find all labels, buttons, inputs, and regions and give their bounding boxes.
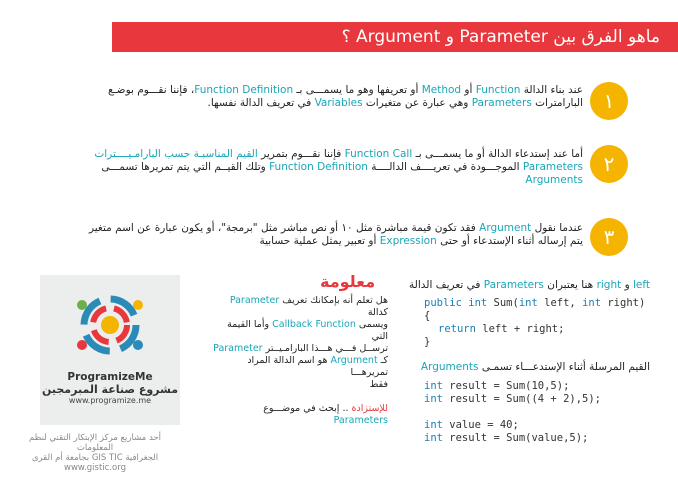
step-1-line-2: البارامترات Parameters وهي عبارة عن متغيرات Variables في تعريف الدالة نفسها. [207,97,583,109]
logo-arabic: مشروع صناعة المبرمجين [41,383,179,396]
step-2-line-3: Arguments [525,174,583,186]
step-number-1: ١ [590,82,628,120]
code-line: int result = Sum(10,5); [424,380,570,392]
code-line: { [424,310,431,322]
page-title: ماهو الفرق بين Parameter و Argument ؟ [341,27,660,47]
step-2-line-2: Parameters الموجـــودة في تعريــــف الدالــــة Function Definition وتلك القيــم التي يتم تمريرها تسمـــى [101,161,583,173]
logo-url: www.programize.me [68,396,152,405]
logo-name: ProgramizeMe [67,371,153,383]
code-line [424,406,601,419]
step-number-2: ٢ [590,145,628,183]
code-line: } [424,336,431,348]
footer-text: أحد مشاريع مركز الإبتكار التقني لنظم المعلومات الجغرافية GIS TIC بجامعة أم القرى www.gistic.org [28,433,162,473]
function-call-code [424,380,601,445]
step-3-line-1: عندما نقول Argument فقد تكون قيمة مباشرة مثل ١٠ أو نص مباشر مثل "برمجة"، أو يكون عبارة عن اسم متغير [88,222,583,234]
page-title-banner [112,22,678,52]
code-line: return left + right; [438,323,565,335]
programizeme-logo-icon [40,275,180,367]
code-line: int value = 40; [424,419,519,431]
info-text: هل تعلم أنه بإمكانك تعريف Parameter كدالة ويسمى Callback Function وأما القيمة التي ترســل فـــي هـــذا البارامـيــتر Parameter كـ Argument هو اسم الدالة المراد تمريرهـــا فقط للإستزادة .. إبحث في موضـــوع Parameters [213,295,388,426]
code-line: int result = Sum(value,5); [424,432,589,444]
code-line: public int Sum(int left, int right) [424,297,646,309]
step-2-line-1: أما عند إستدعاء الدالة أو ما يسمـــى بـ Function Call فإننا نقـــوم بتمرير القيم المناسبـة حسب البارامـيــــترات [94,148,583,160]
step-1-line-1: عند بناء الدالة Function أو Method أو تعريفها وهو ما يسمـــى بـ Function Definition، فإننا نقـــوم بوضـع [108,84,583,96]
step-3-line-2: يتم إرساله أثناء الإستدعاء أو حتى Expression أو تعبير يمثل عملية حسابية [259,235,583,247]
info-title: معلومة [320,272,376,291]
step-2-text [83,148,583,187]
step-number-3: ٣ [590,218,628,256]
step-3-text [83,222,583,248]
step-1-text [83,84,583,110]
code-line: int result = Sum((4 + 2),5); [424,393,602,405]
logo-panel [40,275,180,425]
arguments-caption: القيم المرسلة أثناء الإستدعـــاء تسمـى Arguments [420,361,650,373]
parameters-caption: left و right هنا يعتبران Parameters في تعريف الدالة [409,279,650,291]
function-definition-code [424,297,645,349]
